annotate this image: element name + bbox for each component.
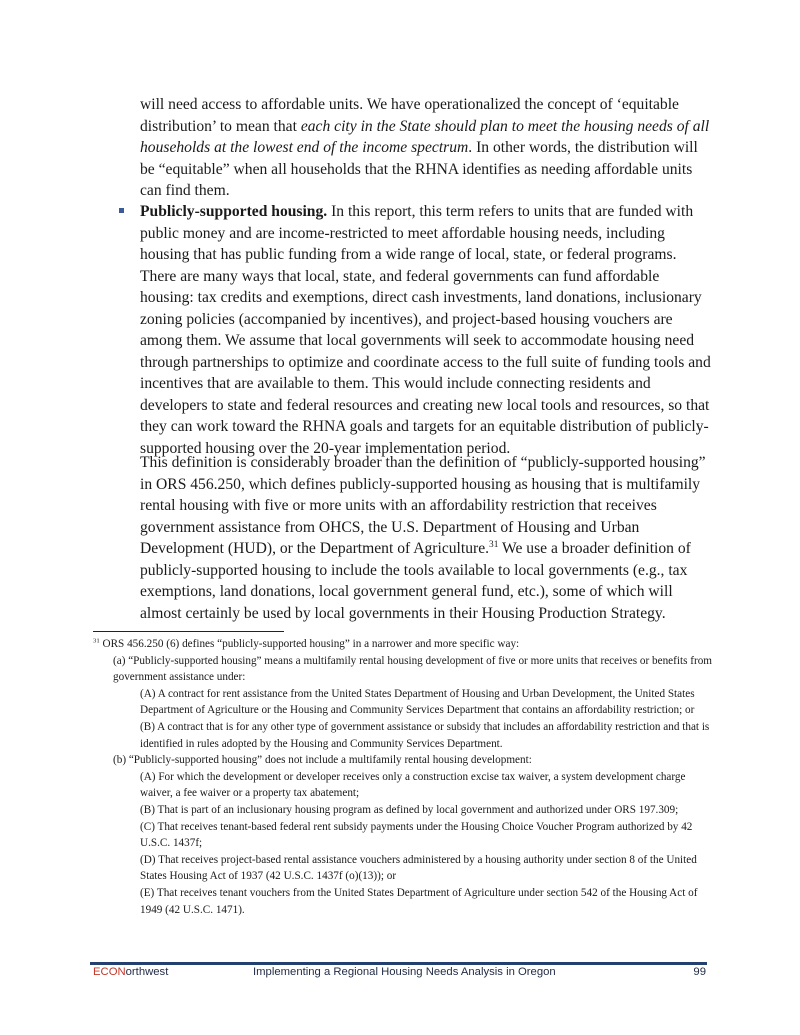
definition-text: This definition is considerably broader than the definition of “publicly-supported housing” in ORS 456.250, which defines publicly-supported housing as housing that is multifamily rental housing with five or more units with an affordability restriction that receives government assistance from OHCS, the U.S. Department of Housing and Urban Development (HUD), or the Department of Agriculture. (140, 454, 706, 557)
footnote-item-b-B: (B) That is part of an inclusionary housing program as defined by local government and authorized under ORS 197.309; (140, 803, 679, 816)
brand-rest: orthwest (125, 966, 169, 978)
footer-rule (90, 962, 707, 965)
footnote-item-a-B: (B) A contract that is for any other type of government assistance or subsidy that includes an affordability restriction and that is identified in rules adopted by the Housing and Community Services Department. (140, 720, 710, 750)
footnote-lead (93, 636, 713, 653)
footnote-item-b-D: (D) That receives project-based rental assistance vouchers administered by a housing authority under section 8 of the United States Housing Act of 1937 (42 U.S.C. 1437f (o)(13)); or (140, 853, 697, 883)
footnote-item-a: (a) “Publicly-supported housing” means a multifamily rental housing development of five or more units that receives or benefits from government assistance under: (113, 654, 712, 684)
square-bullet-icon (119, 208, 124, 213)
footnote-item-a-A: (A) A contract for rent assistance from the United States Department of Housing and Urban Development, the United States Department of Agriculture or the Housing and Community Services Department that contains an affordability restriction; or (140, 687, 695, 717)
footer-document-title: Implementing a Regional Housing Needs Analysis in Oregon (253, 966, 556, 978)
definition-paragraph (140, 452, 715, 624)
intro-italic-text: each city in the State should plan to meet the housing needs of all households at the lowest end of the income spectrum (140, 117, 710, 156)
bullet-body: In this report, this term refers to units that are funded with public money and are income-restricted to meet affordable housing needs, including housing that has public funding from a wide range of local, state, or federal programs. There are many ways that local, state, and federal governments can fund affordable housing: tax credits and exemptions, direct cash investments, land donations, inclusionary zoning policies (accompanied by incentives), and project-based housing vouchers are among them. We assume that local governments will seek to accommodate housing need through partnerships to optimize and coordinate access to the full suite of funding tools and incentives that are available to them. This would include connecting residents and developers to state and federal resources and creating new local tools and resources, so that they can work toward the RHNA goals and targets for an equitable distribution of publicly-supported housing over the 20-year implementation period. (140, 203, 711, 457)
page-number: 99 (693, 966, 706, 978)
page-footer (93, 966, 706, 982)
bullet-item-publicly-supported-housing (113, 201, 715, 459)
footnote-item-b-C: (C) That receives tenant-based federal rent subsidy payments under the Housing Choice Voucher Program authorized by 42 U.S.C. 1437f; (140, 820, 693, 850)
footnote-reference-link[interactable]: 31 (489, 539, 499, 550)
bullet-text (140, 201, 715, 459)
bullet-term: Publicly-supported housing. (140, 203, 328, 220)
footnote-number: 31 (93, 637, 100, 645)
footnote-item-b-E: (E) That receives tenant vouchers from the United States Department of Agriculture under section 542 of the Housing Act of 1949 (42 U.S.C. 1471). (140, 886, 698, 916)
footnote-item-b-A: (A) For which the development or developer receives only a construction excise tax waiver, a system development charge waiver, a fee waiver or a property tax abatement; (140, 770, 686, 800)
footnote-lead-text: ORS 456.250 (6) defines “publicly-supported housing” in a narrower and more specific way: (99, 638, 520, 650)
footnote-item-b: (b) “Publicly-supported housing” does not include a multifamily rental housing development: (113, 754, 532, 767)
definition-text-end: We use a broader definition of publicly-supported housing to include the tools available to local governments (e.g., tax exemptions, land donations, local government general fund, etc.), some of which will almost certainly be used by local governments in their Housing Production Strategy. (140, 540, 691, 622)
intro-text-end: . In other words, the distribution will be “equitable” when all households that the RHNA identifies as needing affordable units can find them. (140, 139, 698, 199)
intro-paragraph (140, 94, 715, 202)
footnote-31 (93, 636, 713, 918)
footnote-separator (93, 631, 284, 632)
intro-text: will need access to affordable units. We have operationalized the concept of ‘equitable distribution’ to mean that (140, 96, 679, 135)
footer-brand-logo (93, 966, 168, 978)
brand-econ: ECON (93, 966, 126, 978)
